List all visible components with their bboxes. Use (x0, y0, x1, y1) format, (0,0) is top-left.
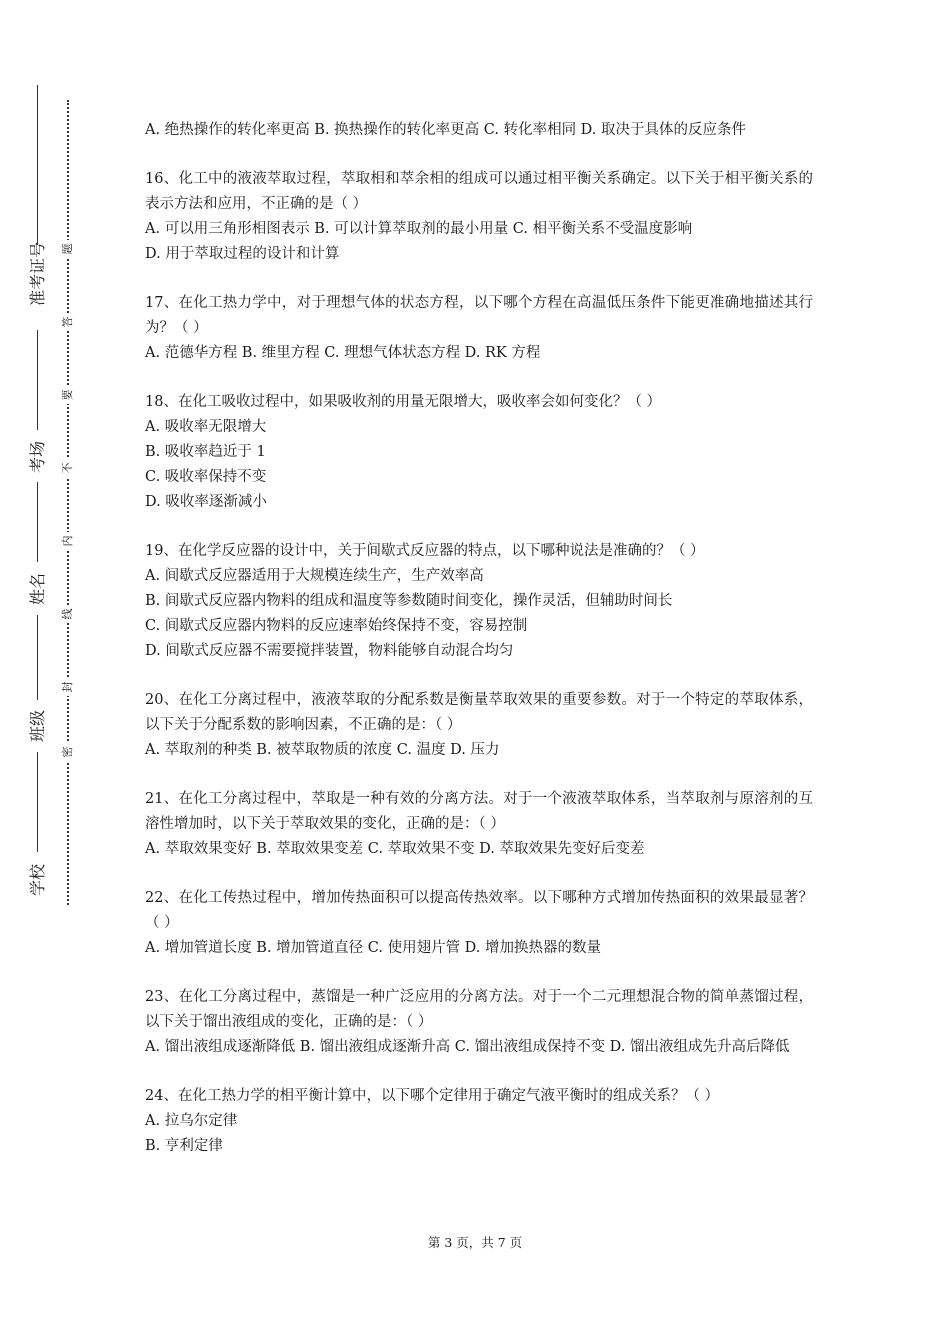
question-18 (145, 390, 813, 515)
question-stem: 19、在化学反应器的设计中，关于间歇式反应器的特点，以下哪种说法是准确的？（ ） (145, 543, 705, 559)
option-line: B. 吸收率趋近于 1 (145, 444, 266, 460)
option-line: D. 间歇式反应器不需要搅拌装置，物料能够自动混合均匀 (145, 643, 514, 659)
question-16 (145, 167, 813, 267)
question-stem: 20、在化工分离过程中，液液萃取的分配系数是衡量萃取效果的重要参数。对于一个特定的萃取体系，以下关于分配系数的影响因素，不正确的是：（ ） (145, 692, 813, 733)
question-stem: 23、在化工分离过程中，蒸馏是一种广泛应用的分离方法。对于一个二元理想混合物的简单蒸馏过程，以下关于馏出液组成的变化，正确的是：（ ） (145, 989, 813, 1030)
seal-char: 线 (60, 605, 76, 623)
margin-rule (37, 752, 38, 852)
option-line: A. 萃取效果变好 B. 萃取效果变差 C. 萃取效果不变 D. 萃取效果先变好后变差 (145, 841, 645, 857)
question-stem: 17、在化工热力学中，对于理想气体的状态方程，以下哪个方程在高温低压条件下能更准确地描述其行为？（ ） (145, 295, 813, 336)
margin-rule (37, 330, 38, 430)
exam-room-label: 考场 (28, 441, 47, 474)
seal-char: 内 (60, 532, 76, 550)
question-stem: 16、化工中的液液萃取过程，萃取相和萃余相的组成可以通过相平衡关系确定。以下关于相平衡关系的表示方法和应用，不正确的是（ ） (145, 171, 813, 212)
option-line: B. 间歇式反应器内物料的组成和温度等参数随时间变化，操作灵活，但辅助时间长 (145, 593, 673, 609)
option-line: A. 萃取剂的种类 B. 被萃取物质的浓度 C. 温度 D. 压力 (145, 742, 500, 758)
option-line: D. 用于萃取过程的设计和计算 (145, 246, 340, 262)
seal-dotted-line (67, 100, 69, 905)
question-20 (145, 688, 813, 763)
seal-char: 不 (60, 459, 76, 477)
margin-rule (37, 615, 38, 700)
class-label: 班级 (28, 710, 47, 743)
option-line: A. 范德华方程 B. 维里方程 C. 理想气体状态方程 D. RK 方程 (145, 345, 541, 361)
school-label: 学校 (28, 864, 47, 897)
question-stem: 21、在化工分离过程中，萃取是一种有效的分离方法。对于一个液液萃取体系，当萃取剂与原溶剂的互溶性增加时，以下关于萃取效果的变化，正确的是：（ ） (145, 791, 813, 832)
question-stem: 24、在化工热力学的相平衡计算中，以下哪个定律用于确定气液平衡时的组成关系？（ ） (145, 1088, 720, 1104)
seal-char: 密 (60, 743, 76, 761)
question-17 (145, 291, 813, 366)
seal-char: 要 (60, 386, 76, 404)
option-line: A. 间歇式反应器适用于大规模连续生产，生产效率高 (145, 568, 484, 584)
question-22 (145, 886, 813, 961)
question-stem: 22、在化工传热过程中，增加传热面积可以提高传热效率。以下哪种方式增加传热面积的效果最显著？（ ） (145, 890, 813, 931)
binding-margin (0, 0, 110, 1344)
option-line: D. 吸收率逐渐减小 (145, 494, 267, 510)
question-content (145, 118, 813, 1183)
option-line: A. 可以用三角形相图表示 B. 可以计算萃取剂的最小用量 C. 相平衡关系不受温度影响 (145, 221, 693, 237)
question-15-continued (145, 118, 813, 143)
question-23 (145, 985, 813, 1060)
margin-rule (37, 482, 38, 562)
seal-char: 答 (60, 313, 76, 331)
option-line: C. 吸收率保持不变 (145, 469, 267, 485)
margin-rule (37, 85, 38, 245)
option-line: A. 绝热操作的转化率更高 B. 换热操作的转化率更高 C. 转化率相同 D. 取决于具体的反应条件 (145, 122, 747, 138)
page-number: 第 3 页，共 7 页 (427, 1235, 523, 1250)
question-21 (145, 787, 813, 862)
seal-char: 题 (60, 240, 76, 258)
option-line: A. 增加管道长度 B. 增加管道直径 C. 使用翅片管 D. 增加换热器的数量 (145, 940, 602, 956)
exam-number-label: 准考证号 (28, 241, 47, 306)
seal-char: 封 (60, 678, 76, 696)
option-line: B. 亨利定律 (145, 1138, 223, 1154)
name-label: 姓名 (28, 573, 47, 606)
option-line: A. 馏出液组成逐渐降低 B. 馏出液组成逐渐升高 C. 馏出液组成保持不变 D. 馏出液组成先升高后降低 (145, 1039, 790, 1055)
option-line: A. 拉乌尔定律 (145, 1113, 238, 1129)
question-24 (145, 1084, 813, 1159)
question-19 (145, 539, 813, 664)
option-line: A. 吸收率无限增大 (145, 419, 267, 435)
option-line: C. 间歇式反应器内物料的反应速率始终保持不变，容易控制 (145, 618, 528, 634)
question-stem: 18、在化工吸收过程中，如果吸收剂的用量无限增大，吸收率会如何变化？（ ） (145, 394, 662, 410)
